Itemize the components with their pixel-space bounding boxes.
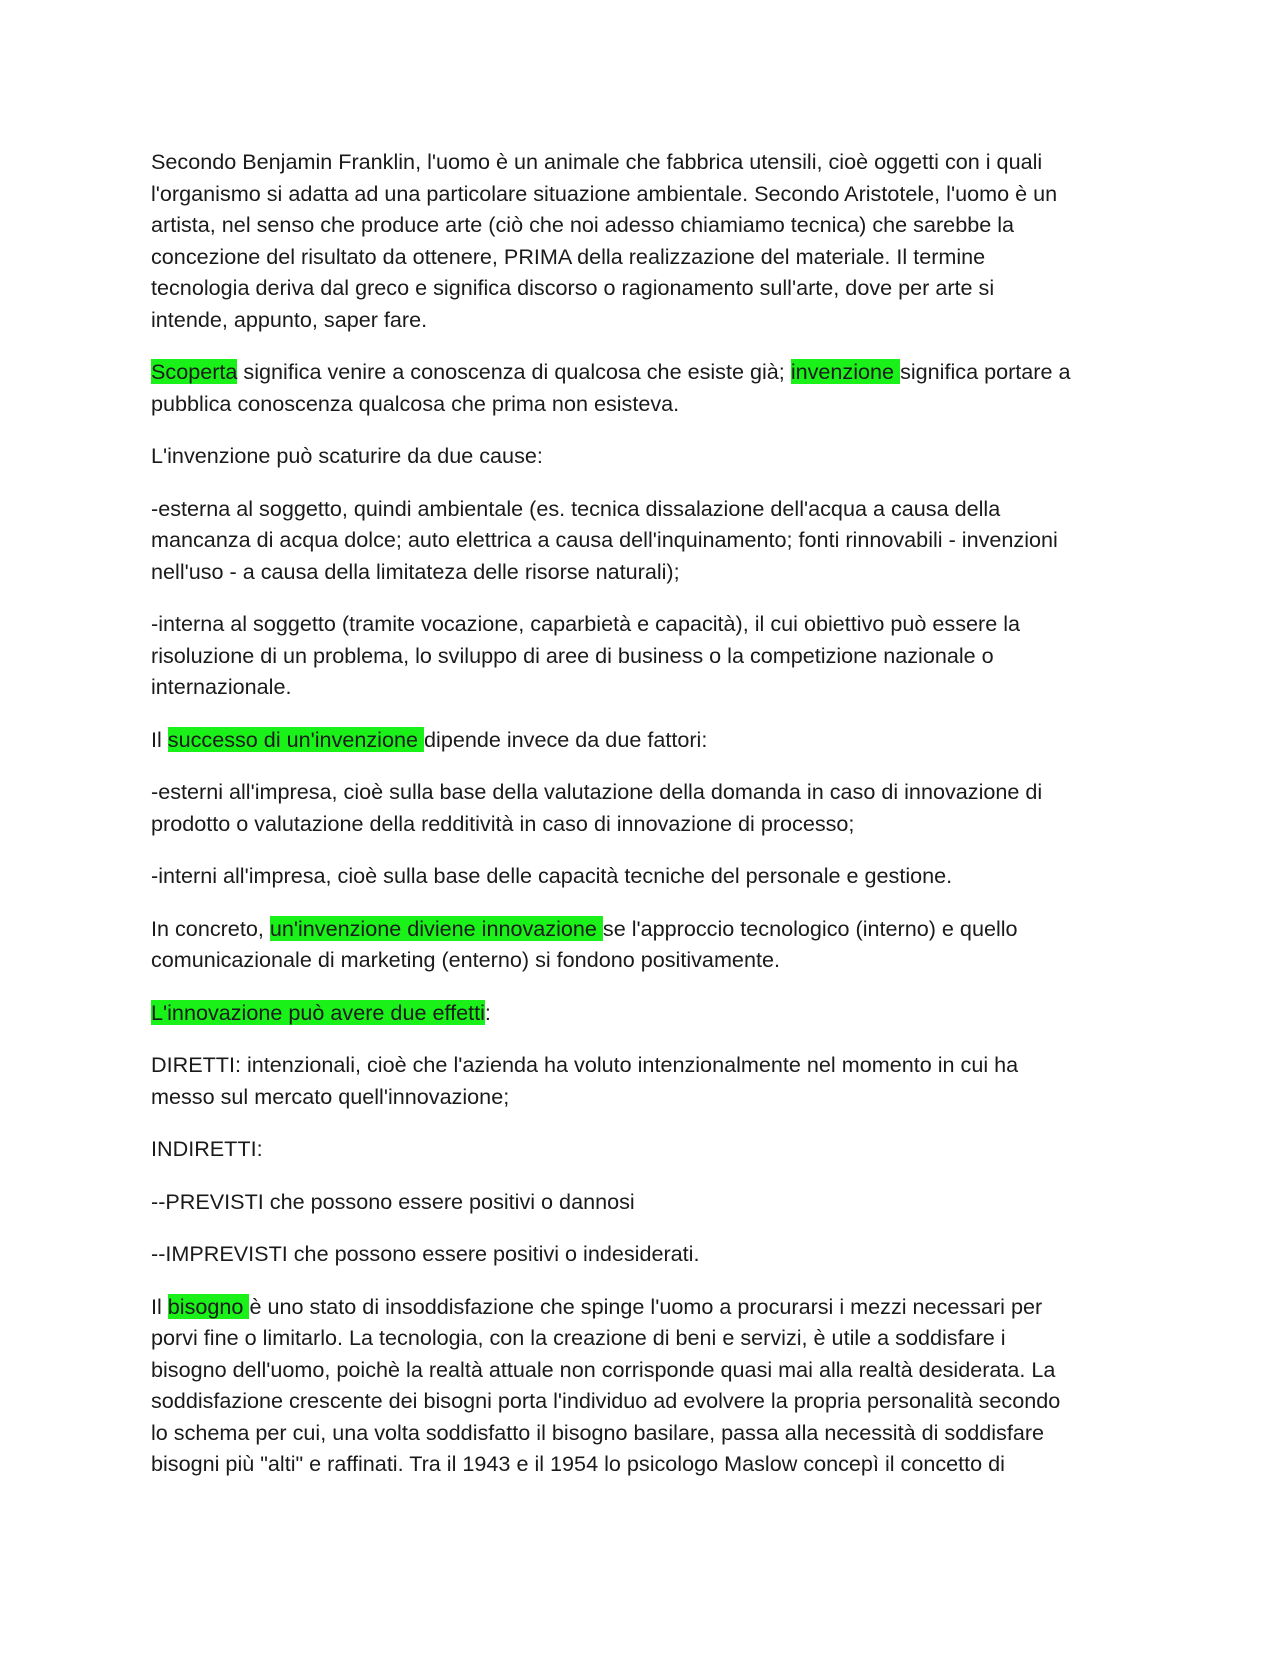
text-run: significa portare a bbox=[900, 359, 1071, 384]
text-run: Il bbox=[151, 726, 168, 752]
text-line bbox=[151, 304, 1151, 336]
text-line bbox=[151, 997, 1151, 1029]
text-run: se l'approccio tecnologico (interno) e quello bbox=[602, 915, 1018, 941]
text-line bbox=[151, 1133, 1151, 1165]
paragraph bbox=[151, 997, 1151, 1029]
text-run: : bbox=[484, 999, 491, 1025]
highlighted-term: Scoperta bbox=[151, 359, 238, 384]
text-run: -esterna al soggetto, quindi ambientale (es. tecnica dissalazione dell'acqua a causa della bbox=[151, 495, 1001, 521]
text-run: mancanza di acqua dolce; auto elettrica a causa dell'inquinamento; fonti rinnovabili - invenzioni bbox=[151, 527, 1058, 552]
text-line bbox=[151, 1238, 1151, 1270]
text-run: L'invenzione può scaturire da due cause: bbox=[151, 443, 543, 468]
text-line bbox=[151, 1049, 1151, 1081]
text-line bbox=[151, 1354, 1151, 1386]
paragraph bbox=[151, 440, 1151, 472]
text-run: Secondo Benjamin Franklin, l'uomo è un animale che fabbrica utensili, cioè oggetti con i quali bbox=[151, 149, 1043, 174]
text-line bbox=[151, 1417, 1151, 1449]
text-line bbox=[151, 524, 1151, 556]
paragraph bbox=[151, 1133, 1151, 1165]
text-run: è uno stato di insoddisfazione che spinge l'uomo a procurarsi i mezzi necessari per bbox=[249, 1293, 1043, 1319]
text-run: artista, nel senso che produce arte (ciò che noi adesso chiamiamo tecnica) che sarebbe la bbox=[151, 212, 1015, 237]
text-line bbox=[151, 556, 1151, 588]
document-page bbox=[151, 146, 1151, 1501]
text-run: tecnologia deriva dal greco e significa discorso o ragionamento sull'arte, dove per arte si bbox=[151, 275, 995, 300]
text-line bbox=[151, 944, 1151, 976]
text-line bbox=[151, 671, 1151, 703]
text-run: Il bbox=[151, 1293, 168, 1319]
text-run: In concreto, bbox=[151, 915, 270, 941]
text-line bbox=[151, 776, 1151, 808]
text-line bbox=[151, 640, 1151, 672]
text-run: messo sul mercato quell'innovazione; bbox=[151, 1083, 510, 1109]
text-run: porvi fine o limitarlo. La tecnologia, con la creazione di beni e servizi, è utile a soddisfare i bbox=[151, 1325, 1006, 1350]
text-run: pubblica conoscenza qualcosa che prima non esisteva. bbox=[151, 390, 680, 416]
text-line bbox=[151, 1291, 1151, 1323]
text-run: significa venire a conoscenza di qualcosa che esiste già; bbox=[237, 359, 791, 384]
paragraph bbox=[151, 493, 1151, 588]
text-run: -esterni all'impresa, cioè sulla base della valutazione della domanda in caso di innovazione di bbox=[151, 779, 1043, 804]
text-run: -interna al soggetto (tramite vocazione, caparbietà e capacità), il cui obiettivo può essere la bbox=[151, 611, 1021, 636]
text-run: intende, appunto, saper fare. bbox=[151, 306, 428, 332]
text-line bbox=[151, 178, 1151, 210]
text-line bbox=[151, 440, 1151, 472]
paragraph bbox=[151, 1186, 1151, 1218]
paragraph bbox=[151, 913, 1151, 976]
text-line bbox=[151, 1385, 1151, 1417]
highlighted-term: L'innovazione può avere due effetti bbox=[151, 999, 485, 1025]
paragraph bbox=[151, 608, 1151, 703]
paragraph bbox=[151, 1049, 1151, 1112]
paragraph bbox=[151, 146, 1151, 335]
paragraph bbox=[151, 356, 1151, 419]
text-run: bisogni più "alti" e raffinati. Tra il 1943 e il 1954 lo psicologo Maslow concepì il concetto di bbox=[151, 1451, 1005, 1476]
text-line bbox=[151, 493, 1151, 525]
text-line bbox=[151, 1186, 1151, 1218]
text-run: comunicazionale di marketing (enterno) si fondono positivamente. bbox=[151, 947, 780, 972]
highlighted-term: successo di un'invenzione bbox=[167, 726, 425, 752]
text-line bbox=[151, 209, 1151, 241]
text-run: -interni all'impresa, cioè sulla base delle capacità tecniche del personale e gestione. bbox=[151, 863, 953, 888]
text-line bbox=[151, 808, 1151, 840]
text-run: nell'uso - a causa della limitateza delle risorse naturali); bbox=[151, 558, 680, 584]
text-line bbox=[151, 388, 1151, 420]
text-line bbox=[151, 724, 1151, 756]
highlighted-term: invenzione bbox=[790, 359, 901, 384]
text-run: DIRETTI: intenzionali, cioè che l'azienda ha voluto intenzionalmente nel momento in cui ha bbox=[151, 1052, 1019, 1077]
highlighted-term: bisogno bbox=[167, 1293, 250, 1319]
text-line bbox=[151, 1448, 1151, 1480]
text-run: concezione del risultato da ottenere, PRIMA della realizzazione del materiale. Il termine bbox=[151, 243, 986, 269]
paragraph bbox=[151, 1291, 1151, 1480]
paragraph bbox=[151, 860, 1151, 892]
text-line bbox=[151, 272, 1151, 304]
text-line bbox=[151, 241, 1151, 273]
text-run: l'organismo si adatta ad una particolare situazione ambientale. Secondo Aristotele, l'uomo è un bbox=[151, 180, 1058, 206]
paragraph bbox=[151, 724, 1151, 756]
text-line bbox=[151, 860, 1151, 892]
text-run: --IMPREVISTI che possono essere positivi o indesiderati. bbox=[151, 1241, 700, 1266]
text-run: prodotto o valutazione della redditività in caso di innovazione di processo; bbox=[151, 810, 855, 836]
text-run: risoluzione di un problema, lo sviluppo di aree di business o la competizione nazionale o bbox=[151, 642, 994, 668]
text-run: dipende invece da due fattori: bbox=[424, 726, 708, 752]
paragraph bbox=[151, 1238, 1151, 1270]
text-run: bisogno dell'uomo, poichè la realtà attuale non corrisponde quasi mai alla realtà desiderata. La bbox=[151, 1356, 1056, 1382]
text-run: lo schema per cui, una volta soddisfatto il bisogno basilare, passa alla necessità di soddisfare bbox=[151, 1419, 1045, 1445]
text-run: internazionale. bbox=[151, 674, 292, 699]
text-run: INDIRETTI: bbox=[151, 1136, 263, 1161]
text-line bbox=[151, 1081, 1151, 1113]
text-run: soddisfazione crescente dei bisogni porta l'individuo ad evolvere la propria personalità secondo bbox=[151, 1388, 1061, 1413]
highlighted-term: un'invenzione diviene innovazione bbox=[269, 915, 603, 941]
text-run: --PREVISTI che possono essere positivi o dannosi bbox=[151, 1188, 635, 1214]
text-line bbox=[151, 146, 1151, 178]
text-line bbox=[151, 356, 1151, 388]
paragraph bbox=[151, 776, 1151, 839]
text-line bbox=[151, 1322, 1151, 1354]
text-line bbox=[151, 913, 1151, 945]
text-line bbox=[151, 608, 1151, 640]
